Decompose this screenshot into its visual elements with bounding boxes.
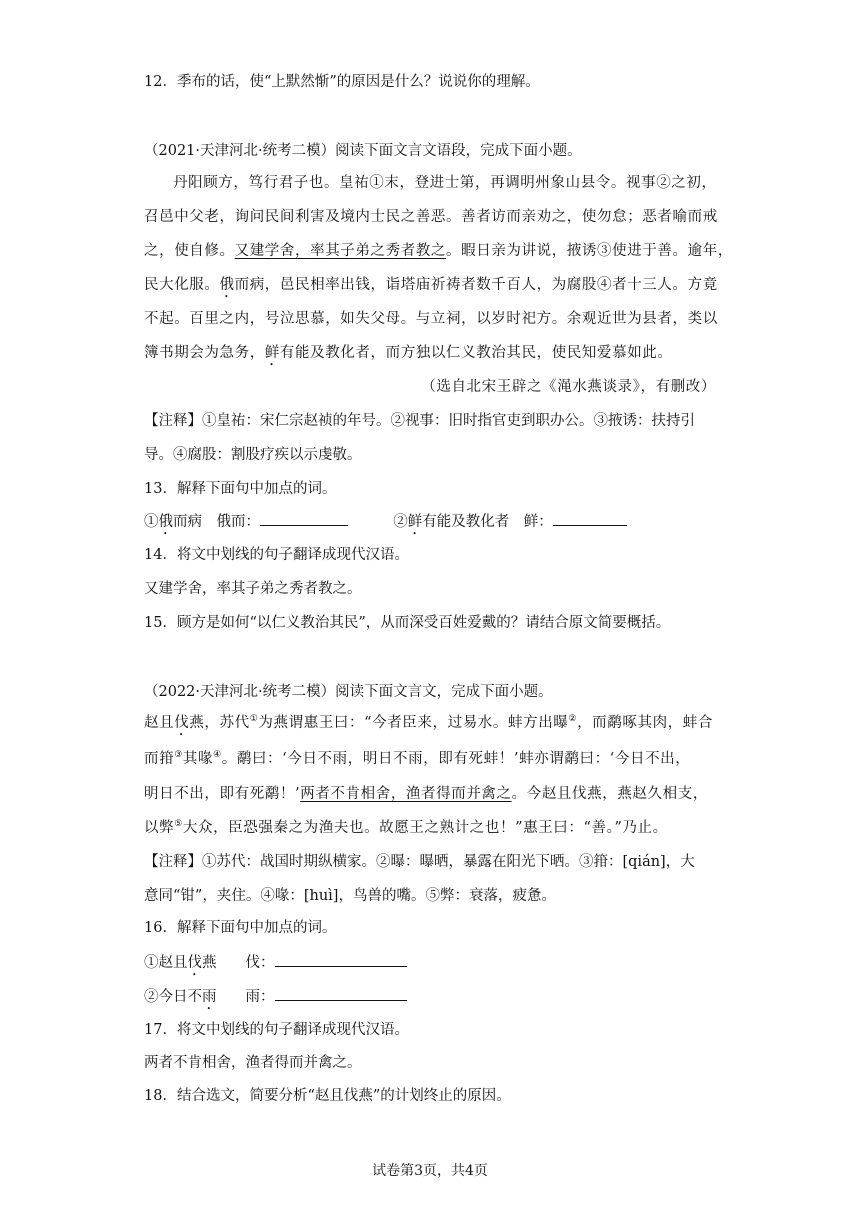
question-13: 13．解释下面句中加点的词。 [144, 481, 337, 497]
passage1-note-2: 导。④腐股：割股疗疾以示虔敬。 [144, 447, 362, 463]
passage2-source: （2022·天津河北·统考二模）阅读下面文言文，完成下面小题。 [144, 684, 553, 700]
question-14: 14．将文中划线的句子翻译成现代汉语。 [144, 547, 409, 563]
page-footer: 试卷第3页，共4页 [372, 1163, 488, 1179]
passage1-line-4: 民大化服。俄而病，邑民相率出钱，诣塔庙祈祷者数千百人，为腐股④者十三人。方竟 [144, 277, 718, 293]
underlined-sentence-1: 又建学舍，率其子弟之秀者教之 [234, 243, 447, 259]
passage2-line-3: 明日不出，即有死鹬！’两者不肯相舍，渔者得而并禽之。今赵且伐燕，燕赵久相支， [144, 786, 708, 802]
dotted-word-e: 俄 [219, 277, 235, 293]
passage1-line-2: 召邑中父老，询问民间利害及境内士民之善恶。善者访而亲劝之，使勿怠；恶者喻而戒 [144, 209, 718, 225]
question-16-item-1: ①赵且伐燕 伐： [144, 952, 407, 979]
question-16-item-2: ②今日不雨 雨： [144, 986, 407, 1013]
passage1-source: （2021·天津河北·统考二模）阅读下面文言文语段，完成下面小题。 [144, 143, 582, 159]
question-13-items: ①俄而病 俄而： ②鲜有能及教化者 鲜： [144, 511, 627, 538]
passage1-line-1: 丹阳顾方，笃行君子也。皇祐①末，登进士第，再调明州象山县令。视事②之初， [173, 175, 717, 191]
question-17-sentence: 两者不肯相舍，渔者得而并禽之。 [144, 1055, 362, 1071]
answer-blank[interactable] [553, 511, 627, 526]
question-18: 18．结合选文，简要分析“赵且伐燕”的计划终止的原因。 [144, 1088, 511, 1104]
answer-blank[interactable] [275, 986, 407, 1001]
passage1-line-5: 不起。百里之内，号泣思慕，如失父母。与立祠，以岁时祀方。余观近世为县者，类以 [144, 311, 718, 327]
question-14-sentence: 又建学舍，率其子弟之秀者教之。 [144, 581, 362, 597]
passage2-note-1: 【注释】①苏代：战国时期纵横家。②曝：曝晒，暴露在阳光下晒。③箝：[qián]，大 [144, 854, 695, 870]
question-17: 17．将文中划线的句子翻译成现代汉语。 [144, 1022, 409, 1038]
passage1-line-3: 之，使自修。又建学舍，率其子弟之秀者教之。暇日亲为讲说，掖诱③使进于善。逾年， [144, 243, 733, 259]
passage2-line-1: 赵且伐燕，苏代①为燕谓惠王曰：“今者臣来，过易水。蚌方出曝②，而鹬啄其肉，蚌合 [144, 714, 713, 731]
question-16: 16．解释下面句中加点的词。 [144, 920, 337, 936]
passage2-line-4: 以弊⑤大众，臣恐强秦之为渔夫也。故愿王之熟计之也！”惠王曰：“善。”乃止。 [144, 819, 668, 836]
passage1-citation: （选自北宋王辟之《渑水燕谈录》，有删改） [421, 379, 716, 395]
underlined-sentence-2: 两者不肯相舍，渔者得而并禽之 [300, 786, 512, 802]
answer-blank[interactable] [260, 511, 348, 526]
question-15: 15．顾方是如何“以仁义教治其民”，从而深受百姓爱戴的？请结合原文简要概括。 [144, 615, 671, 631]
passage2-line-2: 而箝③其喙④。鹬曰：‘今日不雨，明日不雨，即有死蚌！’蚌亦谓鹬曰：‘今日不出， [144, 750, 691, 767]
passage2-note-2: 意同“钳”，夹住。④喙：[huì]，鸟兽的嘴。⑤弊：衰落，疲惫。 [144, 888, 556, 904]
answer-blank[interactable] [275, 952, 407, 967]
dotted-word-fa: 伐 [174, 715, 190, 731]
passage1-line-6: 簿书期会为急务，鲜有能及教化者，而方独以仁义教治其民，使民知爱慕如此。 [144, 345, 673, 361]
dotted-word-xian: 鲜 [264, 345, 280, 361]
passage1-note-1: 【注释】①皇祐：宋仁宗赵祯的年号。②视事：旧时指官吏到职办公。③掖诱：扶持引 [144, 413, 695, 429]
question-12: 12．季布的话，使“上默然惭”的原因是什么？说说你的理解。 [144, 74, 540, 90]
